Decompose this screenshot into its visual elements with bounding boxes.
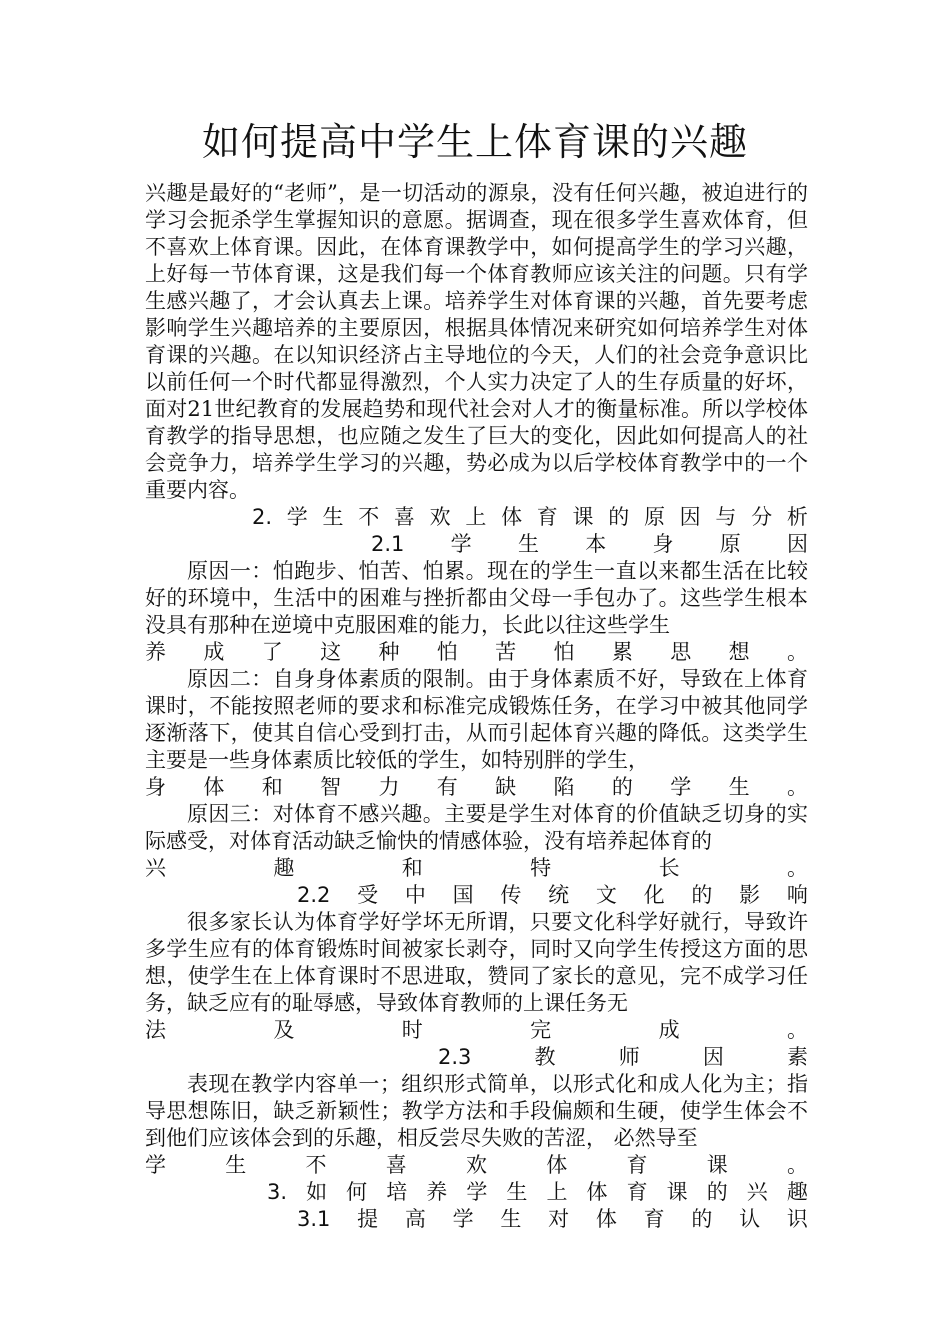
spread-char: 生	[728, 775, 750, 799]
heading-char: 欢	[429, 505, 451, 529]
heading-char: 何	[346, 1180, 368, 1204]
spread-char: 养	[145, 640, 166, 664]
spread-char: 。	[786, 856, 808, 880]
document-body	[145, 180, 808, 1233]
spread-char: 育	[626, 1153, 648, 1177]
heading-char: 兴	[746, 1180, 768, 1204]
heading-2-3	[438, 1044, 808, 1071]
heading-number: 2.2	[297, 883, 331, 907]
heading-number: 3.1	[297, 1207, 331, 1231]
parents-tail	[145, 1017, 808, 1044]
heading-char: 国	[452, 883, 474, 907]
heading-char: 体	[501, 505, 523, 529]
heading-char: 响	[786, 883, 808, 907]
heading-2-2	[297, 882, 808, 909]
spread-char: 成	[203, 640, 225, 664]
spread-char: 陷	[553, 775, 575, 799]
spread-char: 。	[787, 1153, 808, 1177]
heading-char: 的	[691, 1207, 713, 1231]
spread-char: 的	[611, 775, 633, 799]
heading-char: 化	[643, 883, 665, 907]
spread-char: 苦	[495, 640, 517, 664]
spread-char: 怕	[436, 640, 458, 664]
heading-number: 2.1	[371, 532, 405, 556]
heading-char: 高	[404, 1207, 426, 1231]
heading-char: 学	[452, 1207, 474, 1231]
heading-char: 影	[739, 883, 761, 907]
spread-char: 体	[203, 775, 225, 799]
spread-char: 和	[401, 856, 423, 880]
heading-char: 析	[786, 505, 808, 529]
reason-2-paragraph: 原因二：自身身体素质的限制。由于身体素质不好，导致在上体育课时，不能按照老师的要求和标准完成锻炼任务，在学习中被其他同学逐渐落下，使其自信心受到打击，从而引起体育兴趣的降低。这类学生主要是一些身体素质比较低的学生，如特别胖的学生，	[145, 667, 808, 772]
spread-char: 有	[436, 775, 458, 799]
spread-char: 趣	[273, 856, 295, 880]
heading-char: 育	[626, 1180, 648, 1204]
heading-char: 原	[643, 505, 665, 529]
teacher-tail	[145, 1152, 808, 1179]
heading-number: 3.	[267, 1180, 288, 1204]
spread-char: 完	[530, 1018, 552, 1042]
heading-char: 中	[404, 883, 426, 907]
spread-char: 不	[305, 1153, 327, 1177]
spread-char: 力	[378, 775, 400, 799]
intro-paragraph: 兴趣是最好的“老师”，是一切活动的源泉，没有任何兴趣，被迫进行的学习会扼杀学生掌握知识的意愿。据调查，现在很多学生喜欢体育，但不喜欢上体育课。因此，在体育课教学中，如何提高学生的学习兴趣，上好每一节体育课，这是我们每一个体育教师应该关注的问题。只有学生感兴趣了，才会认真去上课。培养学生对体育课的兴趣，首先要考虑影响学生兴趣培养的主要原因，根据具体情况来研究如何培养学生对体育课的兴趣。在以知识经济占主导地位的今天，人们的社会竞争意识比以前任何一个时代都显得激烈，个人实力决定了人的生存质量的好坏，面对21世纪教育的发展趋势和现代社会对人才的衡量标准。所以学校体育教学的指导思想，也应随之发生了巨大的变化，因此如何提高人的社会竞争力，培养学生学习的兴趣，势必成为以后学校体育教学中的一个重要内容。	[145, 181, 808, 502]
heading-3-1	[297, 1206, 808, 1233]
spread-char: 怕	[553, 640, 575, 664]
heading-char: 师	[618, 1045, 640, 1069]
heading-3	[267, 1179, 808, 1206]
heading-char: 学	[450, 532, 472, 556]
heading-number: 2.3	[438, 1045, 472, 1069]
heading-char: 传	[500, 883, 522, 907]
reason-3-paragraph: 原因三：对体育不感兴趣。主要是学生对体育的价值缺乏切身的实际感受，对体育活动缺乏愉快的情感体验，没有培养起体育的	[145, 802, 808, 853]
spread-char: 智	[320, 775, 342, 799]
heading-char: 如	[306, 1180, 328, 1204]
reason-1-paragraph: 原因一：怕跑步、怕苦、怕累。现在的学生一直以来都生活在比较好的环境中，生活中的困难与挫折都由父母一手包办了。这些学生根本没具有那种在逆境中克服困难的能力，长此以往这些学生	[145, 559, 808, 637]
spread-char: 和	[261, 775, 283, 799]
reason-2-tail	[145, 774, 808, 801]
spread-char: 思	[670, 640, 692, 664]
heading-char: 提	[357, 1207, 379, 1231]
spread-char: 课	[706, 1153, 728, 1177]
heading-char: 文	[595, 883, 617, 907]
heading-char: 因	[702, 1045, 724, 1069]
heading-number: 2.	[252, 505, 273, 529]
heading-char: 的	[608, 505, 630, 529]
spread-char: 这	[320, 640, 342, 664]
spread-char: 兴	[145, 856, 166, 880]
heading-char: 养	[426, 1180, 448, 1204]
heading-char: 因	[679, 505, 701, 529]
heading-char: 体	[586, 1180, 608, 1204]
heading-char: 喜	[393, 505, 415, 529]
heading-char: 生	[322, 505, 344, 529]
heading-char: 生	[500, 1207, 522, 1231]
heading-char: 因	[787, 532, 808, 556]
heading-char: 不	[358, 505, 380, 529]
spread-char: 。	[786, 640, 808, 664]
spread-char: 种	[378, 640, 400, 664]
parents-paragraph: 很多家长认为体育学好学坏无所谓，只要文化科学好就行，导致许多学生应有的体育锻炼时间被家长剥夺，同时又向学生传授这方面的思想，使学生在上体育课时不思进取，赞同了家长的意见，完不成学习任务，缺乏应有的耻辱感，导致体育教师的上课任务无	[145, 910, 808, 1015]
spread-char: 身	[145, 775, 166, 799]
spread-char: 学	[670, 775, 692, 799]
document-title: 如何提高中学生上体育课的兴趣	[201, 120, 748, 164]
heading-char: 与	[715, 505, 737, 529]
spread-char: 累	[611, 640, 633, 664]
spread-char: 了	[261, 640, 283, 664]
spread-char: 。	[786, 1018, 808, 1042]
spread-char: 生	[225, 1153, 247, 1177]
heading-char: 趣	[786, 1180, 808, 1204]
spread-char: 时	[401, 1018, 423, 1042]
spread-char: 学	[145, 1153, 166, 1177]
spread-char: 缺	[495, 775, 517, 799]
heading-char: 课	[572, 505, 594, 529]
heading-char: 素	[786, 1045, 808, 1069]
heading-2-1	[371, 531, 808, 558]
teacher-paragraph: 表现在教学内容单一；组织形式简单，以形式化和成人化为主；指导思想陈旧，缺乏新颖性；教学方法和手段偏颇和生硬，使学生体会不到他们应该体会到的乐趣，相反尝尽失败的苦涩， 必然导至	[145, 1072, 808, 1150]
heading-char: 学	[466, 1180, 488, 1204]
heading-char: 体	[595, 1207, 617, 1231]
spread-char: 特	[530, 856, 552, 880]
heading-char: 本	[585, 532, 607, 556]
reason-3-tail	[145, 855, 808, 882]
heading-char: 分	[751, 505, 773, 529]
spread-char: 成	[658, 1018, 680, 1042]
heading-char: 对	[548, 1207, 570, 1231]
spread-char: 想	[728, 640, 750, 664]
heading-char: 学	[286, 505, 308, 529]
heading-2	[252, 504, 808, 531]
heading-char: 受	[357, 883, 379, 907]
spread-char: 及	[273, 1018, 295, 1042]
heading-char: 统	[548, 883, 570, 907]
heading-char: 生	[517, 532, 539, 556]
spread-char: 长	[658, 856, 680, 880]
heading-char: 的	[706, 1180, 728, 1204]
heading-char: 的	[691, 883, 713, 907]
spread-char: 喜	[385, 1153, 407, 1177]
heading-char: 培	[386, 1180, 408, 1204]
heading-char: 上	[465, 505, 487, 529]
spread-char: 法	[145, 1018, 166, 1042]
heading-char: 原	[719, 532, 741, 556]
heading-char: 身	[652, 532, 674, 556]
spread-char: 体	[546, 1153, 568, 1177]
heading-char: 认	[739, 1207, 761, 1231]
heading-char: 育	[643, 1207, 665, 1231]
spread-char: 欢	[466, 1153, 487, 1177]
heading-char: 上	[546, 1180, 568, 1204]
heading-char: 生	[506, 1180, 528, 1204]
heading-char: 教	[534, 1045, 556, 1069]
heading-char: 课	[666, 1180, 688, 1204]
spread-char: 。	[786, 775, 808, 799]
heading-char: 识	[786, 1207, 808, 1231]
reason-1-tail	[145, 639, 808, 666]
heading-char: 育	[536, 505, 558, 529]
